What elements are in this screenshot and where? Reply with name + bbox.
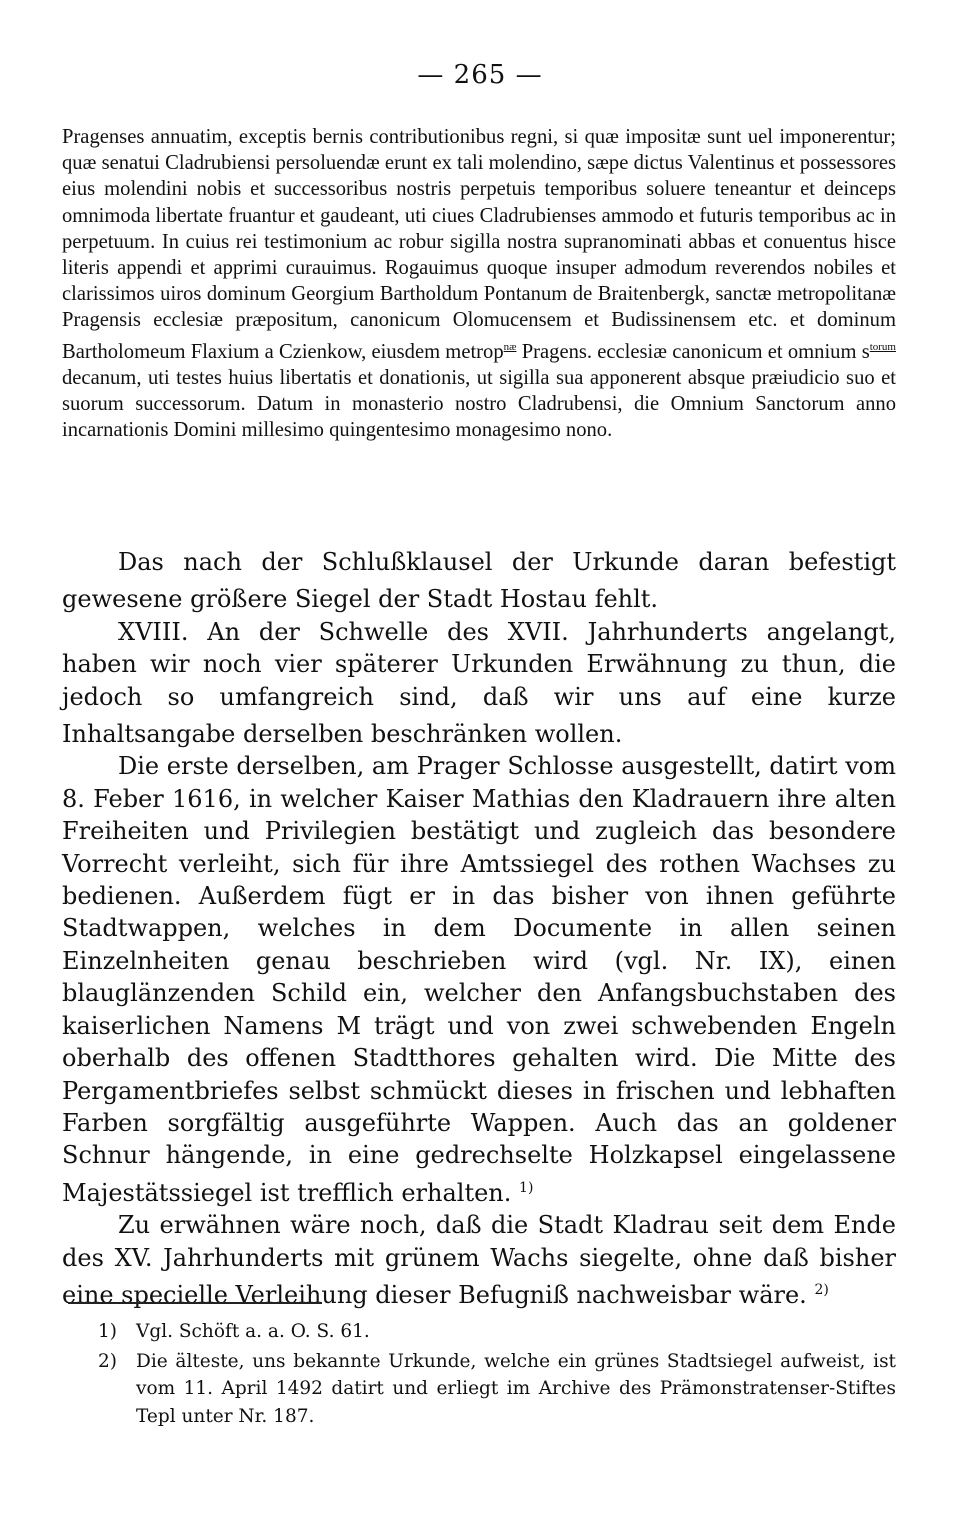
footnote-divider bbox=[68, 1302, 322, 1304]
abbrev-superscript-1: næ bbox=[503, 340, 517, 353]
latin-text-part-2: Pragens. ecclesiæ canonicum et omnium s bbox=[516, 340, 870, 363]
latin-paragraph bbox=[62, 124, 896, 443]
latin-text-part-1: Pragenses annuatim, exceptis bernis contributionibus regni, si quæ impositæ sunt uel imponerentur; quæ senatui Cladrubiensi persoluendæ erunt ex tali molendino, sæpe dictus Valentinus et possessores eius molendini nobis et successoribus nostris perpetuis temporibus soluere teneantur et deinceps omnimoda libertate fruantur et gaudeant, uti ciues Cladrubienses ammodo et futuris temporibus ac in perpetuum. In cuius rei testimonium ac robur sigilla nostra supranominati abbas et conuentus hisce literis appendi et apprimi curauimus. Rogauimus quoque insuper admodum reverendos nobiles et clarissimos uiros dominum Georgium Bartholdum Pontanum de Braitenbergk, sanctæ metropolitanæ Pragensis ecclesiæ præpositum, canonicum Olomucensem et Budissinensem etc. et dominum Bartholomeum Flaxium a Czienkow, eiusdem metrop bbox=[62, 126, 896, 363]
footnotes bbox=[98, 1318, 896, 1432]
footnote-2 bbox=[98, 1348, 896, 1431]
paragraph-section-xviii: XVIII. An der Schwelle des XVII. Jahrhunderts angelangt, haben wir noch vier späterer Urkunden Erwähnung zu thun, die jedoch so umfangreich sind, daß wir uns auf eine kurze Inhaltsangabe derselben beschränken wollen. bbox=[62, 617, 896, 749]
footnote-mark: 2) bbox=[98, 1350, 117, 1372]
footnote-ref-1: 1) bbox=[519, 1179, 534, 1196]
footnote-1 bbox=[98, 1318, 896, 1346]
footnote-text: Die älteste, uns bekannte Urkunde, welche ein grünes Stadtsiegel aufweist, ist vom 11. April 1492 datirt und erliegt im Archive des Prämonstratenser-Stiftes Tepl unter Nr. 187. bbox=[136, 1350, 896, 1427]
abbrev-superscript-2: torum bbox=[869, 340, 896, 353]
german-body-text bbox=[62, 546, 896, 1311]
paragraph-first-charter: Die erste derselben, am Prager Schlosse ausgestellt, datirt vom 8. Feber 1616, in welcher Kaiser Mathias den Kladrauern ihre alten Freiheiten und Privilegien bestätigt und zugleich das besondere Vorrecht verleiht, sich für ihre Amtssiegel des rothen Wachses zu bedienen. Außerdem fügt er in das bisher von ihnen geführte Stadtwappen, welches in dem Documente in allen seinen Einzelnheiten genau beschrieben wird (vgl. Nr. IX), einen blauglänzenden Schild ein, welcher den Anfangsbuchstaben des kaiserlichen Namens M trägt und von zwei schwebenden Engeln oberhalb des offenen Stadtthores gehalten wird. Die Mitte des Pergamentbriefes selbst schmückt dieses in frischen und lebhaften Farben sorgfältig ausgeführte Wappen. Auch das an goldener Schnur hängende, in eine gedrechselte Holzkapsel eingelassene Majestätssiegel ist trefflich erhalten. $^{1)}$ bbox=[62, 752, 896, 1207]
latin-text-part-3: decanum, uti testes huius libertatis et donationis, ut sigilla sua apponerent absque præiudicio suo et suorum successorum. Datum in monasterio nostro Cladrubensi, die Omnium Sanctorum anno incarnationis Domini millesimo quingentesimo monagesimo nono. bbox=[62, 366, 896, 442]
footnote-mark: 1) bbox=[98, 1321, 117, 1342]
paragraph-green-wax: Zu erwähnen wäre noch, daß die Stadt Kladrau seit dem Ende des XV. Jahrhunderts mit grünem Wachs siegelte, ohne daß bisher eine specielle Verleihung dieser Befugniß nachweisbar wäre. $^{2)}$ bbox=[62, 1211, 896, 1309]
paragraph-seal-note: Das nach der Schlußklausel der Urkunde daran befestigt gewesene größere Siegel der Stadt Hostau fehlt. bbox=[62, 548, 896, 614]
latin-charter-text bbox=[62, 124, 896, 443]
page-number: — 265 — bbox=[417, 60, 543, 90]
footnote-ref-2: 2) bbox=[814, 1281, 829, 1298]
footnote-text: Vgl. Schöft a. a. O. S. 61. bbox=[136, 1321, 370, 1342]
